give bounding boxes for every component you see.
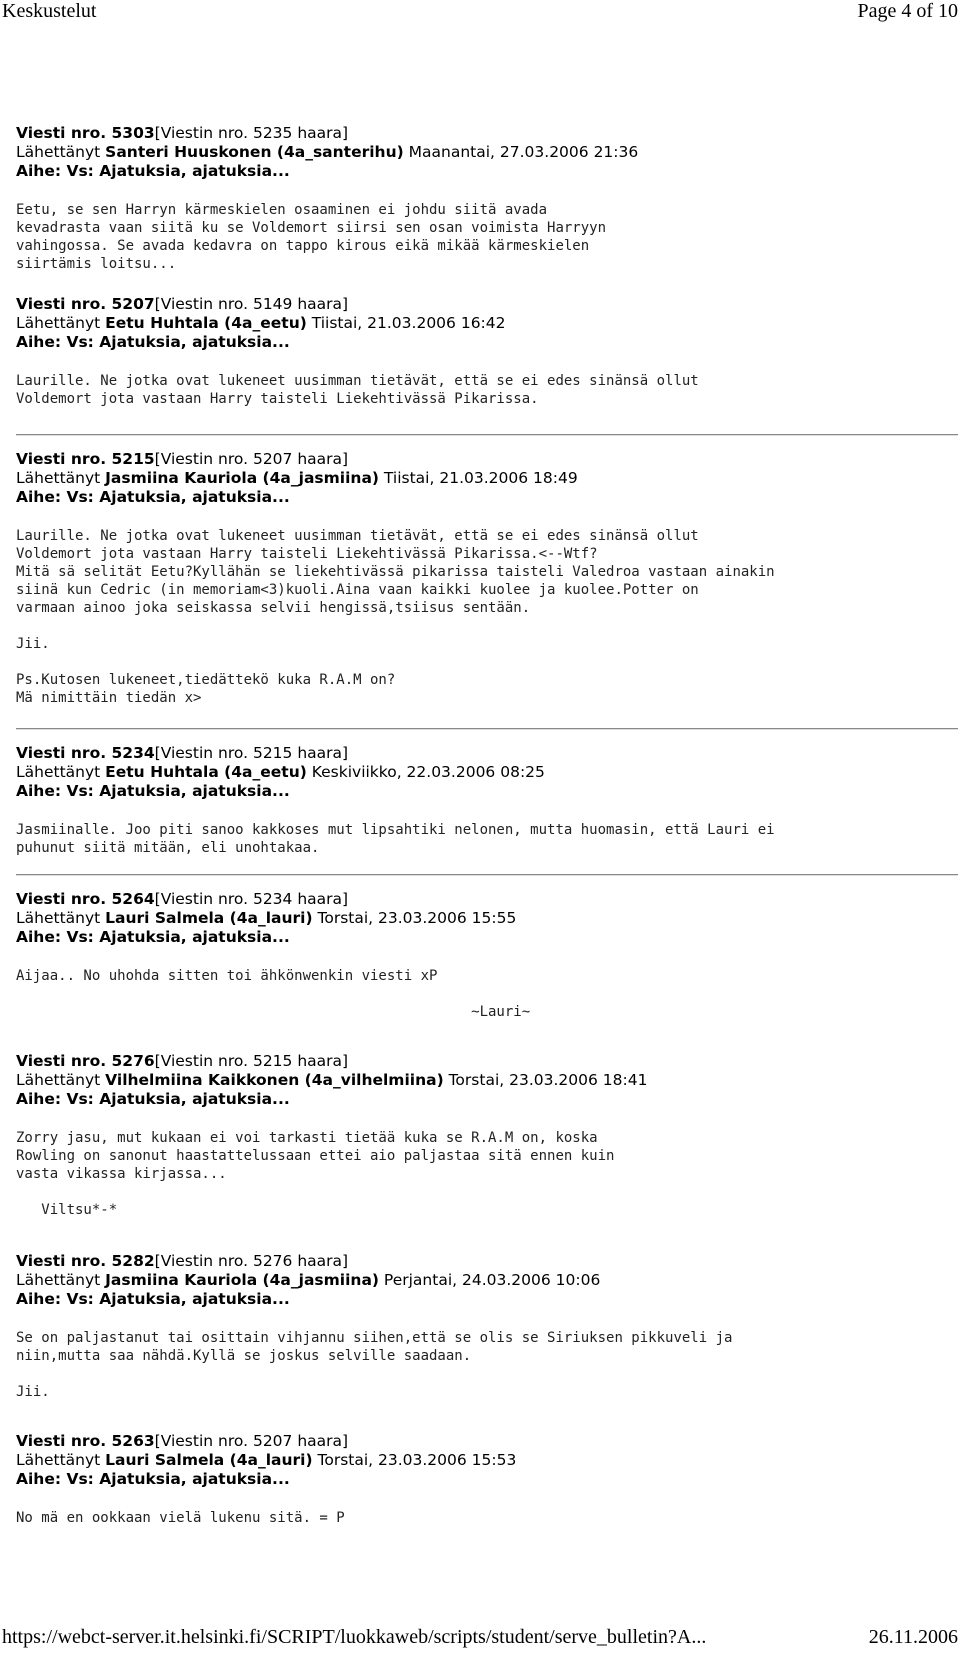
reply-prefix: [Viestin nro. bbox=[154, 744, 253, 762]
reply-prefix: [Viestin nro. bbox=[154, 890, 253, 908]
message-date: Torstai, 23.03.2006 15:55 bbox=[312, 909, 517, 927]
message-number: 5234 bbox=[111, 744, 155, 762]
message-header bbox=[16, 124, 960, 181]
message-body: Eetu, se sen Harryn kärmeskielen osaaminen ei johdu siitä avada kevadrasta vaan siitä ku se Voldemort siirsi sen osan voimista Harryyn vahingossa. Se avada kedavra on tappo kirous eikä mikää kärmeskielen siirtämis loitsu... bbox=[16, 202, 607, 272]
page-number: Page 4 of 10 bbox=[857, 0, 958, 22]
message-header bbox=[16, 295, 960, 352]
message-subject: Aihe: Vs: Ajatuksia, ajatuksia... bbox=[16, 488, 290, 506]
reply-suffix: haara] bbox=[292, 890, 349, 908]
message-post bbox=[16, 1252, 960, 1401]
reply-to-link[interactable]: 5235 bbox=[252, 124, 293, 142]
message-number-label: Viesti nro. bbox=[16, 295, 112, 313]
message-header bbox=[16, 450, 960, 507]
message-number-label: Viesti nro. bbox=[16, 124, 112, 142]
message-header bbox=[16, 1052, 960, 1109]
message-date: Torstai, 23.03.2006 15:53 bbox=[312, 1451, 517, 1469]
message-post bbox=[16, 744, 960, 857]
message-body: Laurille. Ne jotka ovat lukeneet uusimman tietävät, että se ei edes sinänsä ollut Voldemort jota vastaan Harry taisteli Liekehtivässä Pikarissa. bbox=[16, 373, 699, 407]
message-body: Se on paljastanut tai osittain vihjannu siihen,että se olis se Siriuksen pikkuveli ja niin,mutta saa nähdä.Kyllä se joskus selville saadaan. Jii. bbox=[16, 1330, 733, 1400]
message-number: 5303 bbox=[111, 124, 155, 142]
message-number-label: Viesti nro. bbox=[16, 1252, 112, 1270]
reply-suffix: haara] bbox=[292, 124, 349, 142]
message-author: Jasmiina Kauriola (4a_jasmiina) bbox=[105, 1271, 379, 1289]
sender-label: Lähettänyt bbox=[16, 1271, 106, 1289]
message-date: Tiistai, 21.03.2006 16:42 bbox=[306, 314, 506, 332]
message-number-label: Viesti nro. bbox=[16, 890, 112, 908]
sender-label: Lähettänyt bbox=[16, 143, 106, 161]
message-subject: Aihe: Vs: Ajatuksia, ajatuksia... bbox=[16, 1090, 290, 1108]
message-author: Eetu Huhtala (4a_eetu) bbox=[105, 314, 307, 332]
message-date: Maanantai, 27.03.2006 21:36 bbox=[403, 143, 639, 161]
message-body: Jasmiinalle. Joo piti sanoo kakkoses mut lipsahtiki nelonen, mutta huomasin, että Lauri ei puhunut siitä mitään, eli unohtakaa. bbox=[16, 822, 775, 856]
message-divider bbox=[16, 728, 958, 730]
message-subject: Aihe: Vs: Ajatuksia, ajatuksia... bbox=[16, 333, 290, 351]
sender-label: Lähettänyt bbox=[16, 314, 106, 332]
message-number-label: Viesti nro. bbox=[16, 1432, 112, 1450]
reply-prefix: [Viestin nro. bbox=[154, 1252, 253, 1270]
reply-to-link[interactable]: 5234 bbox=[252, 890, 293, 908]
message-body: No mä en ookkaan vielä lukenu sitä. = P bbox=[16, 1510, 345, 1526]
page-footer bbox=[0, 1626, 960, 1654]
message-number: 5263 bbox=[111, 1432, 155, 1450]
message-header bbox=[16, 1432, 960, 1489]
message-number: 5207 bbox=[111, 295, 155, 313]
message-post bbox=[16, 295, 960, 408]
reply-to-link[interactable]: 5149 bbox=[252, 295, 293, 313]
message-number-label: Viesti nro. bbox=[16, 450, 112, 468]
message-author: Santeri Huuskonen (4a_santerihu) bbox=[105, 143, 404, 161]
message-body: Laurille. Ne jotka ovat lukeneet uusimman tietävät, että se ei edes sinänsä ollut Voldemort jota vastaan Harry taisteli Liekehtivässä Pikarissa.<--Wtf? Mitä sä selität Eetu?Kyllähän se liekehtivässä pikarissa taisteli Valedroa vastaan ainakin siinä kun Cedric (in memoriam<3)kuoli.Aina vaan kaikki kuolee ja kuolee.Potter on varmaan ainoo joka seiskassa selvii hengissä,tsiisus sentään. Jii. Ps.Kutosen lukeneet,tiedättekö kuka R.A.M on? Mä nimittäin tiedän x> bbox=[16, 528, 775, 706]
message-body: Aijaa.. No uhohda sitten toi ähkönwenkin viesti xP ~Lauri~ bbox=[16, 968, 531, 1020]
reply-to-link[interactable]: 5207 bbox=[252, 450, 293, 468]
reply-prefix: [Viestin nro. bbox=[154, 1052, 253, 1070]
sender-label: Lähettänyt bbox=[16, 1071, 106, 1089]
message-post bbox=[16, 1052, 960, 1219]
page-header bbox=[0, 0, 960, 28]
message-author: Eetu Huhtala (4a_eetu) bbox=[105, 763, 307, 781]
reply-prefix: [Viestin nro. bbox=[154, 450, 253, 468]
source-url: https://webct-server.it.helsinki.fi/SCRIPT/luokkaweb/scripts/student/serve_bulletin?A... bbox=[2, 1626, 707, 1648]
message-post bbox=[16, 890, 960, 1021]
message-subject: Aihe: Vs: Ajatuksia, ajatuksia... bbox=[16, 782, 290, 800]
reply-to-link[interactable]: 5207 bbox=[252, 1432, 293, 1450]
message-author: Lauri Salmela (4a_lauri) bbox=[105, 909, 313, 927]
message-author: Lauri Salmela (4a_lauri) bbox=[105, 1451, 313, 1469]
message-date: Perjantai, 24.03.2006 10:06 bbox=[379, 1271, 601, 1289]
message-number: 5282 bbox=[111, 1252, 155, 1270]
print-date: 26.11.2006 bbox=[868, 1626, 958, 1648]
message-divider bbox=[16, 874, 958, 876]
reply-suffix: haara] bbox=[292, 450, 349, 468]
message-number: 5264 bbox=[111, 890, 155, 908]
reply-suffix: haara] bbox=[292, 1052, 349, 1070]
reply-suffix: haara] bbox=[292, 744, 349, 762]
document-title: Keskustelut bbox=[2, 0, 97, 22]
reply-suffix: haara] bbox=[292, 1252, 349, 1270]
message-header bbox=[16, 744, 960, 801]
reply-to-link[interactable]: 5215 bbox=[252, 1052, 293, 1070]
reply-suffix: haara] bbox=[292, 1432, 349, 1450]
message-header bbox=[16, 1252, 960, 1309]
message-date: Torstai, 23.03.2006 18:41 bbox=[443, 1071, 648, 1089]
sender-label: Lähettänyt bbox=[16, 909, 106, 927]
reply-prefix: [Viestin nro. bbox=[154, 295, 253, 313]
message-subject: Aihe: Vs: Ajatuksia, ajatuksia... bbox=[16, 162, 290, 180]
message-date: Tiistai, 21.03.2006 18:49 bbox=[379, 469, 578, 487]
reply-prefix: [Viestin nro. bbox=[154, 124, 253, 142]
reply-prefix: [Viestin nro. bbox=[154, 1432, 253, 1450]
message-number-label: Viesti nro. bbox=[16, 1052, 112, 1070]
message-author: Vilhelmiina Kaikkonen (4a_vilhelmiina) bbox=[105, 1071, 444, 1089]
message-post bbox=[16, 1432, 960, 1527]
message-number: 5276 bbox=[111, 1052, 155, 1070]
sender-label: Lähettänyt bbox=[16, 763, 106, 781]
message-date: Keskiviikko, 22.03.2006 08:25 bbox=[306, 763, 545, 781]
reply-to-link[interactable]: 5276 bbox=[252, 1252, 293, 1270]
message-header bbox=[16, 890, 960, 947]
sender-label: Lähettänyt bbox=[16, 1451, 106, 1469]
message-subject: Aihe: Vs: Ajatuksia, ajatuksia... bbox=[16, 1290, 290, 1308]
sender-label: Lähettänyt bbox=[16, 469, 106, 487]
reply-suffix: haara] bbox=[292, 295, 349, 313]
message-number: 5215 bbox=[111, 450, 155, 468]
message-subject: Aihe: Vs: Ajatuksia, ajatuksia... bbox=[16, 928, 290, 946]
message-subject: Aihe: Vs: Ajatuksia, ajatuksia... bbox=[16, 1470, 290, 1488]
message-body: Zorry jasu, mut kukaan ei voi tarkasti tietää kuka se R.A.M on, koska Rowling on sanonut haastattelussaan ettei aio paljastaa sitä ennen kuin vasta vikassa kirjassa... Viltsu*-* bbox=[16, 1130, 615, 1218]
message-author: Jasmiina Kauriola (4a_jasmiina) bbox=[105, 469, 379, 487]
message-post bbox=[16, 450, 960, 707]
message-number-label: Viesti nro. bbox=[16, 744, 112, 762]
message-divider bbox=[16, 434, 958, 436]
reply-to-link[interactable]: 5215 bbox=[252, 744, 293, 762]
message-post bbox=[16, 124, 960, 273]
